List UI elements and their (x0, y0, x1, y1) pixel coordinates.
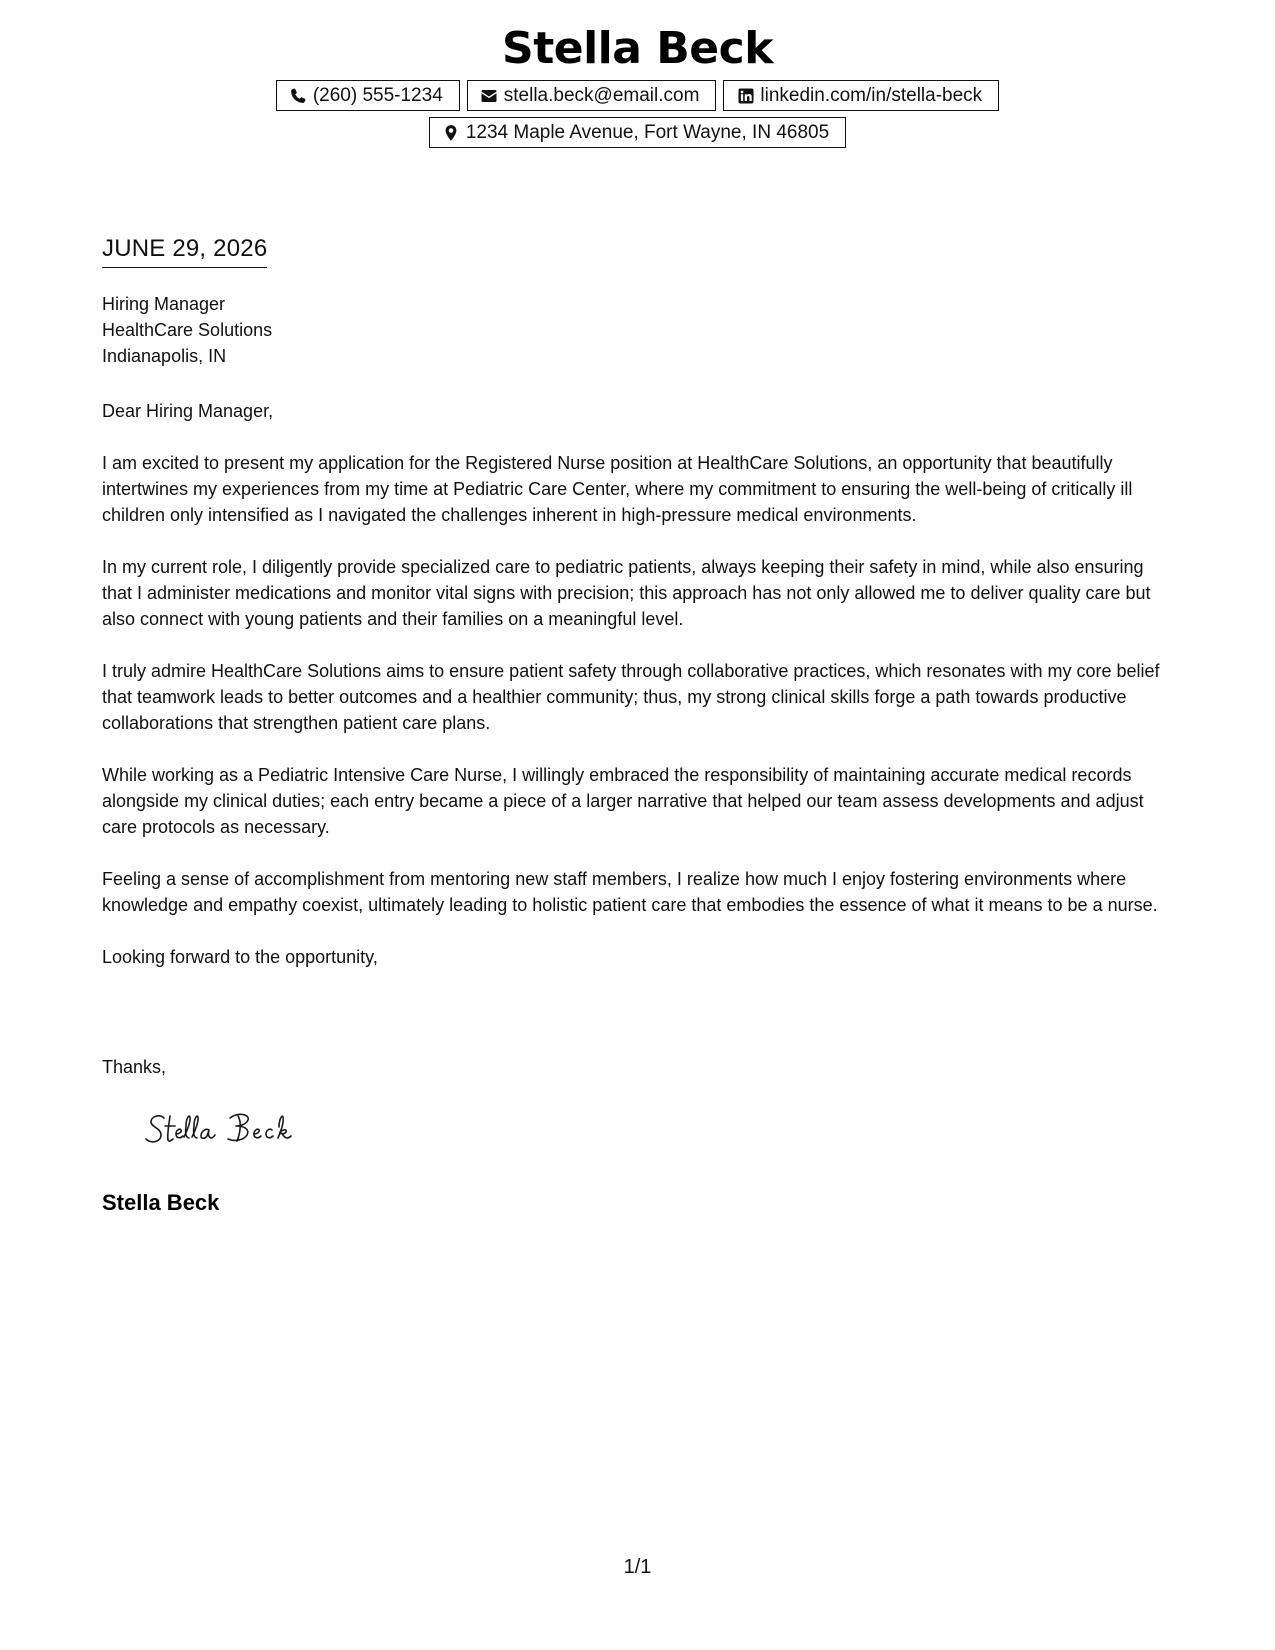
body-paragraph: In my current role, I diligently provide specialized care to pediatric patients, always keeping their safety in mind, while also ensuring that I administer medications and monitor vital signs with precision; this approach has not only allowed me to deliver quality care but also connect with young patients and their families on a meaningful level. (102, 557, 1151, 629)
body-paragraph: While working as a Pediatric Intensive Care Nurse, I willingly embraced the responsibility of maintaining accurate medical records alongside my clinical duties; each entry became a piece of a larger narrative that helped our team assess developments and adjust care protocols as necessary. (102, 765, 1144, 837)
signer-name: Stella Beck (102, 1190, 220, 1215)
letter-body (102, 398, 1177, 996)
envelope-icon (480, 86, 499, 105)
handwritten-signature (142, 1104, 327, 1154)
recipient-title: Hiring Manager (102, 294, 226, 314)
page-number: 1/1 (623, 1556, 652, 1578)
body-paragraph: Feeling a sense of accomplishment from mentoring new staff members, I realize how much I enjoy fostering environments where knowledge and empathy coexist, ultimately leading to holistic patient care that embodies the essence of what it means to be a nurse. (102, 869, 1158, 915)
linkedin-contact-link[interactable] (723, 80, 999, 111)
map-pin-icon (442, 123, 461, 142)
recipient-company: HealthCare Solutions (102, 320, 273, 340)
contact-row (0, 80, 1275, 111)
closing-line: Looking forward to the opportunity, (102, 947, 378, 967)
address-row (0, 117, 1275, 148)
body-paragraph: I truly admire HealthCare Solutions aims to ensure patient safety through collaborative practices, which resonates with my core belief that teamwork leads to better outcomes and a healthier community; thus, my strong clinical skills forge a path towards productive collaborations that strengthen patient care plans. (102, 661, 1160, 733)
closing-word: Thanks, (102, 1057, 167, 1077)
linkedin-text: linkedin.com/in/stella-beck (760, 84, 983, 106)
linkedin-icon (736, 86, 755, 105)
applicant-name-heading: Stella Beck (502, 23, 773, 74)
address-contact-link[interactable] (429, 117, 846, 148)
phone-contact-link[interactable] (276, 80, 460, 111)
phone-icon (289, 86, 308, 105)
recipient-block (102, 291, 272, 369)
body-paragraph: I am excited to present my application for the Registered Nurse position at HealthCare Solutions, an opportunity that beautifully intertwines my experiences from my time at Pediatric Care Center, where my commitment to ensuring the well-being of critically ill children only intensified as I navigated the challenges inherent in high-pressure medical environments. (102, 453, 1133, 525)
recipient-location: Indianapolis, IN (102, 346, 227, 366)
phone-text: (260) 555-1234 (312, 84, 443, 106)
address-text: 1234 Maple Avenue, Fort Wayne, IN 46805 (465, 121, 830, 143)
email-contact-link[interactable] (467, 80, 717, 111)
letter-date: JUNE 29, 2026 (102, 234, 267, 268)
salutation: Dear Hiring Manager, (102, 401, 274, 421)
email-text: stella.beck@email.com (503, 84, 700, 106)
